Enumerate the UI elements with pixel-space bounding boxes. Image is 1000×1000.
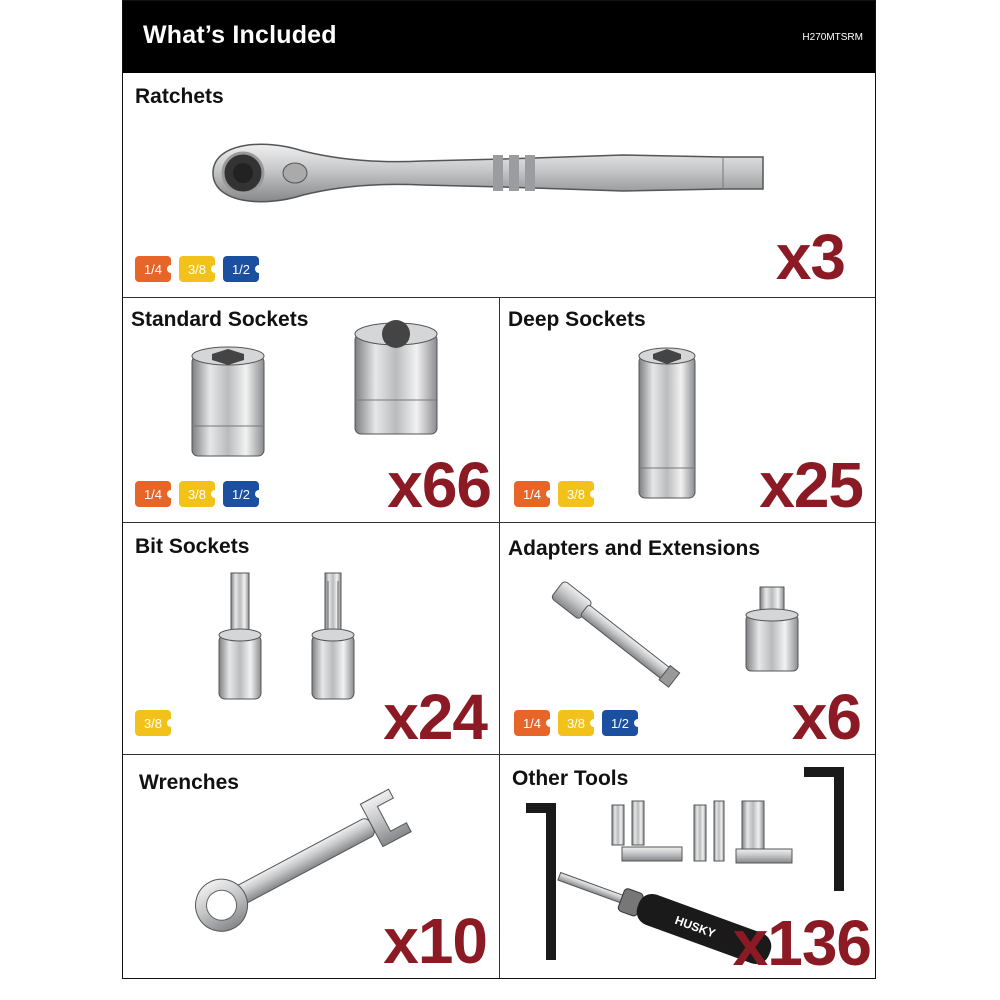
ratchets-quantity: x3	[775, 221, 845, 293]
wrenches-title: Wrenches	[139, 771, 239, 794]
deep-sockets-section	[500, 298, 875, 523]
badge-1-2: 1/2	[223, 481, 259, 507]
deep-drive-badges	[514, 481, 594, 507]
badge-1-4: 1/4	[135, 256, 171, 282]
ratchet-icon	[203, 133, 803, 213]
badge-3-8: 3/8	[179, 481, 215, 507]
ratchets-drive-badges	[135, 256, 259, 282]
bit-sockets-quantity: x24	[383, 681, 487, 753]
standard-socket-icon	[188, 346, 268, 466]
standard-socket-12pt-icon	[351, 320, 441, 440]
badge-3-8: 3/8	[179, 256, 215, 282]
badge-1-2: 1/2	[223, 256, 259, 282]
badge-1-4: 1/4	[514, 710, 550, 736]
badge-3-8: 3/8	[558, 710, 594, 736]
other-tools-quantity: x136	[732, 907, 871, 979]
badge-1-4: 1/4	[514, 481, 550, 507]
ratchets-section	[123, 73, 875, 298]
badge-3-8: 3/8	[558, 481, 594, 507]
other-tools-section	[500, 755, 875, 978]
adapters-title: Adapters and Extensions	[508, 537, 761, 560]
wrenches-quantity: x10	[383, 905, 487, 977]
badge-3-8: 3/8	[135, 710, 171, 736]
bit-drive-badges	[135, 710, 171, 736]
badge-1-2: 1/2	[602, 710, 638, 736]
standard-drive-badges	[135, 481, 259, 507]
brand-logo: HUSKY	[673, 913, 718, 941]
hex-key-right-icon	[800, 763, 860, 893]
model-number: H270MTSRM	[802, 32, 863, 43]
adapters-drive-badges	[514, 710, 638, 736]
standard-sockets-title: Standard Sockets	[131, 308, 309, 331]
other-tools-title: Other Tools	[512, 767, 629, 790]
bit-sockets-section	[123, 523, 500, 755]
standard-sockets-section	[123, 298, 500, 523]
hex-bit-socket-icon	[215, 571, 265, 703]
bit-sockets-title: Bit Sockets	[135, 535, 250, 558]
socket-adapter-icon	[742, 585, 802, 675]
ratchets-title: Ratchets	[135, 85, 224, 108]
standard-sockets-quantity: x66	[387, 449, 491, 521]
extension-bar-icon	[548, 575, 688, 695]
deep-sockets-title: Deep Sockets	[508, 308, 646, 331]
badge-1-4: 1/4	[135, 481, 171, 507]
deep-socket-icon	[635, 346, 699, 506]
header-title: What’s Included	[143, 21, 337, 49]
adapters-quantity: x6	[791, 681, 861, 753]
torx-bit-socket-icon	[308, 571, 358, 703]
header-bar	[123, 1, 875, 73]
deep-sockets-quantity: x25	[759, 449, 863, 521]
wrenches-section	[123, 755, 500, 978]
included-sheet	[122, 0, 876, 979]
adapters-section	[500, 523, 875, 755]
